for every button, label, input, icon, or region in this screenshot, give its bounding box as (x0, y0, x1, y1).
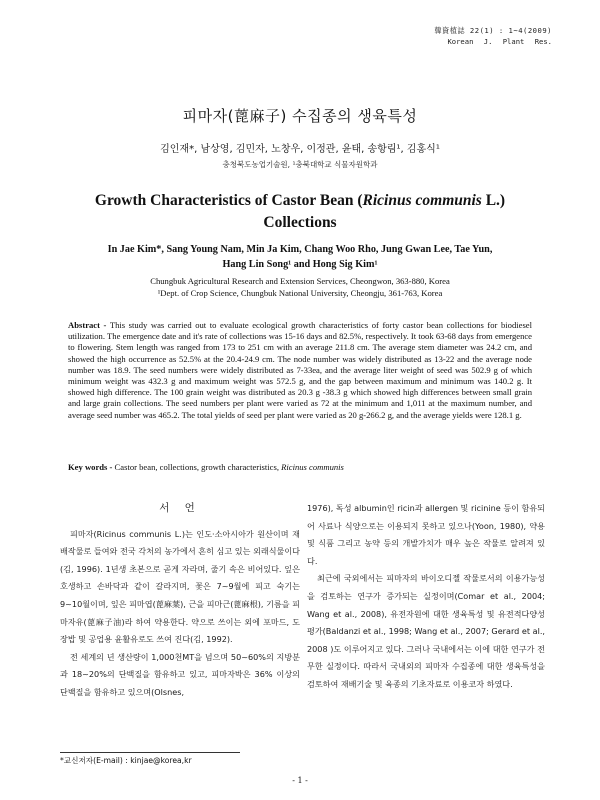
korean-title: 피마자(蓖麻子) 수집종의 생육특성 (182, 107, 418, 125)
journal-volume-line: 韓資植誌 22(1) : 1~4(2009) (434, 26, 552, 35)
english-title (40, 190, 560, 234)
english-affiliation (40, 276, 560, 299)
keywords (68, 462, 532, 472)
abstract-label: Abstract - (68, 320, 107, 330)
english-authors-line2: Hang Lin Song¹ and Hong Sig Kim¹ (222, 259, 378, 270)
english-affiliation-line1: Chungbuk Agricultural Research and Extension Services, Cheongwon, 363-880, Korea (150, 276, 450, 286)
english-title-line2: Collections (263, 214, 337, 231)
section-heading-introduction: 서 언 (159, 502, 201, 514)
keywords-label: Key words - (68, 462, 113, 472)
english-authors-line1: In Jae Kim*, Sang Young Nam, Min Ja Kim, Chang Woo Rho, Jung Gwan Lee, Tae Yun, (107, 244, 493, 255)
page-number: - 1 - (292, 776, 308, 785)
english-authors (40, 242, 560, 272)
body-column-left (60, 500, 300, 702)
title-text-pre: Growth Characteristics of Castor Bean ( (94, 192, 363, 209)
english-title-line1 (40, 190, 560, 212)
corresponding-author-footnote: *교신저자(E-mail) : kinjae@korea,kr (60, 756, 192, 765)
intro-paragraph-2-cont: 1976), 독성 albumin인 ricin과 allergen 및 ricinine 등이 함유되어 사료나 식양으로는 이용되지 못하고 있으나(Yoon, 1980), 약용 및 식품 그리고 농약 등의 개발가치가 매우 높은 작물로 알려져 있다. (307, 503, 545, 566)
intro-paragraph-3: 최근에 국외에서는 피마자의 바이오디젤 작물로서의 이용가능성을 검토하는 연구가 증가되는 실정이며(Comar et al., 2004; Wang et al., 2008), 유전자원에 대한 생육특성 및 유전적다양성 평가(Baldanzi et al., 1998; Wang et al., 2007; Gerard et al., 2008 )도 이루어지고 있다. 그러나 국내에서는 이에 대한 연구가 전무한 실정이다. 따라서 국내외의 피마자 수집종에 대한 생육특성을 검토하여 재배기술 및 육종의 기초자료로 이용코자 하였다. (307, 573, 545, 689)
keywords-italic: Ricinus communis (281, 462, 344, 472)
footnote-rule (60, 752, 240, 753)
journal-header (434, 25, 552, 47)
title-species-italic: Ricinus communis (362, 192, 482, 209)
title-text-post: L.) (481, 192, 506, 209)
korean-authors: 김인재*, 남상영, 김민자, 노창우, 이정관, 윤태, 송항림¹, 김홍식¹ (160, 144, 440, 155)
body-column-right (307, 500, 545, 694)
abstract (68, 320, 532, 421)
korean-affiliation: 충청북도농업기술원, ¹충북대학교 식물자원학과 (222, 160, 378, 169)
intro-paragraph-1: 피마자(Ricinus communis L.)는 인도·소아시아가 원산이며 재배작물로 들여와 전국 각처의 농가에서 흔히 심고 있는 외래식물이다(김, 1996). 1년생 초본으로 곧게 자라며, 줄기 속은 비어있다. 잎은 호생하고 손바닥과 같이 갈라지며, 꽃은 7~9월에 피고 숙기는 9~10월이며, 잎은 피마엽(蓖麻葉), 근을 피마근(蓖麻根), 기름을 피마자유(蓖麻子油)라 하여 약용한다. 약으로 쓰이는 외에 포마드, 도장밥 및 공업용 윤활유로도 쓰여 진다(김, 1992). (60, 528, 300, 645)
english-affiliation-line2: ¹Dept. of Crop Science, Chungbuk National University, Cheongju, 361-763, Korea (157, 287, 443, 298)
keywords-text: Castor bean, collections, growth characteristics, (112, 462, 282, 472)
journal-english-name: Korean J. Plant Res. (447, 37, 552, 46)
intro-paragraph-2: 전 세계의 년 생산량이 1,000천MT을 넘으며 50~60%의 지방분과 18~20%의 단백질을 함유하고 있고, 피마자박은 36% 이상의 단백질을 함유하고 있으며(Olsnes, (60, 651, 300, 697)
abstract-text: This study was carried out to evaluate ecological growth characteristics of forty castor bean collections for biodiesel utilization. The emergence date and it's rate of collections was 15-16 days and 82.5%, respectively. It took 63-68 days from emergence to flowering. Stem length was ranged from 173 to 251 cm with an average 211.8 cm. The average stem diameter was 24.2 cm, and showed the high occurrence as 52.5% at the 20.4-24.9 cm. The node number was widely distributed as 13-22 and the average node number was 18.9. The seed numbers were widely distributed as 7-33ea, and the average liter weight of seed was 502.9 g of which minimum weight was 432.3 g and maximum weight was 572.5 g, and the gap between maximum and minimum was 140.2 g. It showed high difference. The 100 grain weight was distributed as 20.3 g -38.3 g which showed high differences between small grain and large grain collections. The seed numbers per plant were varied as 72 at the minimum and 1,011 at the maximum number, and average seed number was 465.2. The total yields of seed per plant were varied as 20 g-266.2 g, and the average yields were 128.1 g. (68, 320, 532, 420)
